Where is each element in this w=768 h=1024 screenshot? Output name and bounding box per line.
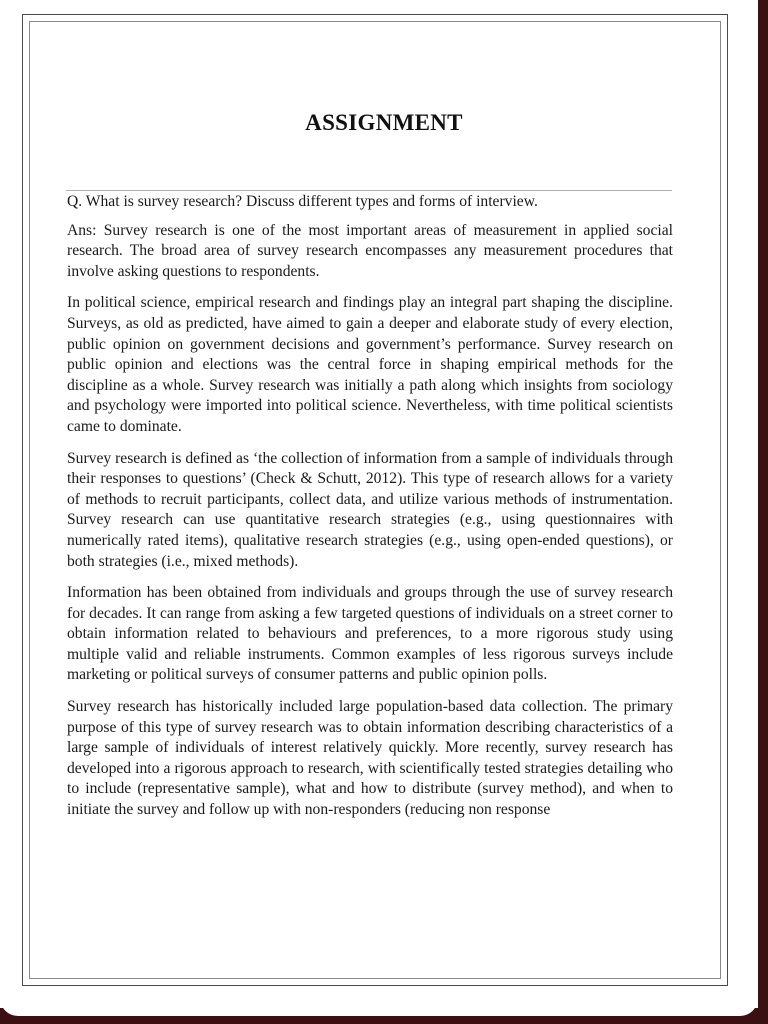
page-edge-right (758, 0, 768, 1024)
page-curl (0, 992, 758, 1016)
question-text: Q. What is survey research? Discuss different types and forms of interview. (67, 193, 538, 210)
body-paragraph: Survey research is defined as ‘the collection of information from a sample of individuals through their responses to questions’ (Check & Schutt, 2012). This type of research allows for a variety of methods to recruit participants, collect data, and utilize various methods of instrumentation. Survey research can use quantitative research strategies (e.g., using questionnaires with numerically rated items), qualitative research strategies (e.g., using open-ended questions), or both strategies (i.e., mixed methods). (67, 449, 673, 570)
answer-paragraph: Ans: Survey research is one of the most important areas of measurement in applied social research. The broad area of survey research encompasses any measurement procedures that involve asking questions to respondents. (67, 221, 673, 280)
body-paragraph: Information has been obtained from individuals and groups through the use of survey research for decades. It can range from asking a few targeted questions of individuals on a street corner to obtain information related to behaviours and preferences, to a more rigorous study using multiple valid and reliable instruments. Common examples of less rigorous surveys include marketing or political surveys of consumer patterns and public opinion polls. (67, 584, 673, 684)
title-divider (66, 190, 672, 191)
document-body (67, 192, 673, 832)
document-title: ASSIGNMENT (305, 110, 463, 135)
body-paragraph: In political science, empirical research and findings play an integral part shaping the discipline. Surveys, as old as predicted, have aimed to gain a deeper and elaborate study of every election, public opinion on government decisions and government’s performance. Survey research on public opinion and elections was the central force in shaping empirical methods for the discipline as a whole. Survey research was initially a path along which insights from sociology and psychology were imported into political science. Nevertheless, with time political scientists came to dominate. (67, 294, 673, 435)
body-paragraph: Survey research has historically included large population-based data collection. The primary purpose of this type of survey research was to obtain information describing characteristics of a large sample of individuals of interest relatively quickly. More recently, survey research has developed into a rigorous approach to research, with scientifically tested strategies detailing who to include (representative sample), what and how to distribute (survey method), and when to initiate the survey and follow up with non-responders (reducing non response (67, 698, 673, 819)
